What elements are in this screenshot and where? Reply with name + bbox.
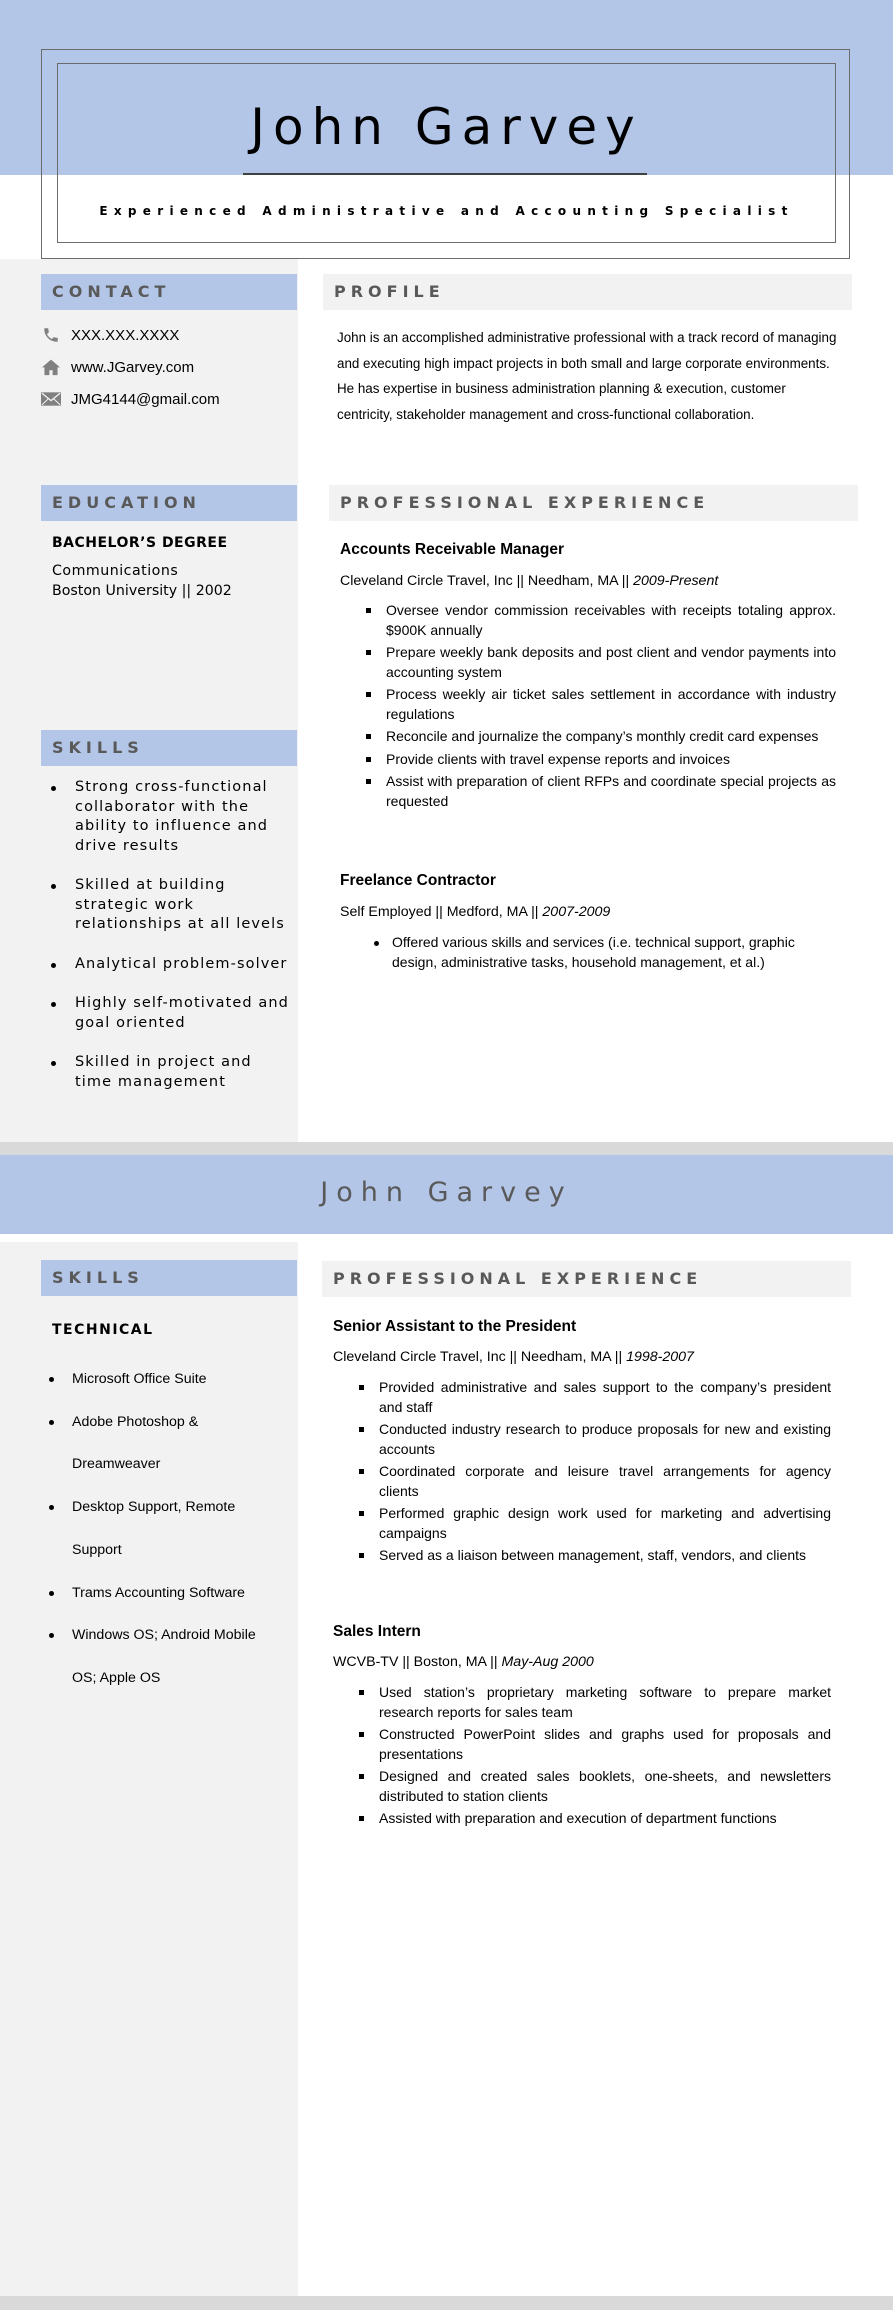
- resume-page-2: [0, 1155, 893, 2296]
- job-dates: 2009-Present: [633, 573, 719, 589]
- skills-list: [45, 778, 290, 1112]
- job-dates: 2007-2009: [542, 904, 611, 920]
- job-meta: [340, 904, 610, 920]
- technical-skill-item: Trams Accounting Software: [45, 1572, 295, 1615]
- contact-email-text[interactable]: JMG4144@gmail.com: [71, 390, 220, 408]
- technical-skills-list: [45, 1358, 295, 1700]
- name-underline: [243, 173, 647, 175]
- phone-icon: [41, 326, 61, 344]
- job-bullet: Coordinated corporate and leisure travel arrangements for agency clients: [351, 1462, 831, 1501]
- skill-item: Highly self-motivated and goal oriented: [45, 994, 290, 1033]
- job-title: Accounts Receivable Manager: [340, 541, 564, 558]
- skills-technical-label: TECHNICAL: [52, 1322, 154, 1338]
- job-bullet: Assist with preparation of client RFPs and coordinate special projects as requested: [358, 772, 836, 811]
- education-degree: BACHELOR’S DEGREE: [52, 535, 228, 551]
- profile-text: John is an accomplished administrative professional with a track record of managing and executing high impact projects in both small and large corporate environments. He has expertise in business administration planning & execution, customer centricity, stakeholder management and cross-functional collaboration.: [337, 330, 837, 422]
- profile-heading: [323, 274, 852, 310]
- job-bullet: Constructed PowerPoint slides and graphs used for proposals and presentations: [351, 1725, 831, 1764]
- job-meta: [333, 1349, 694, 1365]
- job-title: Senior Assistant to the President: [333, 1318, 577, 1335]
- skills-heading: [41, 730, 297, 766]
- education-heading-text: EDUCATION: [52, 493, 201, 512]
- job-bullet: Used station’s proprietary marketing software to prepare market research reports for sales team: [351, 1683, 831, 1722]
- job-company-location: Cleveland Circle Travel, Inc || Needham, MA ||: [340, 573, 634, 589]
- education-heading: [41, 485, 297, 521]
- resume-page-1: [0, 0, 893, 1142]
- job-bullets: [351, 1683, 831, 1832]
- job-bullet: Performed graphic design work used for marketing and advertising campaigns: [351, 1504, 831, 1543]
- skills-heading-text: SKILLS: [52, 738, 144, 757]
- contact-email: [41, 388, 220, 410]
- experience-heading-text: PROFESSIONAL EXPERIENCE: [340, 493, 710, 512]
- technical-skill-item: Microsoft Office Suite: [45, 1358, 295, 1401]
- job-bullet: Conducted industry research to produce proposals for new and existing accounts: [351, 1420, 831, 1459]
- job-bullet: Served as a liaison between management, staff, vendors, and clients: [351, 1546, 831, 1566]
- contact-phone: [41, 324, 179, 346]
- technical-skill-item: Adobe Photoshop & Dreamweaver: [45, 1401, 220, 1486]
- job-title: Sales Intern: [333, 1623, 421, 1640]
- job-bullet: Offered various skills and services (i.e. technical support, graphic design, administrative tasks, household management, et al.): [364, 933, 814, 972]
- job-bullets: [364, 933, 814, 975]
- job-company-location: WCVB-TV || Boston, MA ||: [333, 1654, 502, 1670]
- profile-heading-text: PROFILE: [334, 282, 445, 301]
- education-field: Communications: [52, 563, 179, 579]
- job-bullets: [358, 601, 836, 814]
- experience-heading-text: PROFESSIONAL EXPERIENCE: [333, 1269, 703, 1288]
- resume-subtitle: Experienced Administrative and Accounting Specialist: [99, 204, 794, 218]
- contact-website: [41, 356, 194, 378]
- experience-heading: [329, 485, 858, 521]
- contact-phone-text: XXX.XXX.XXXX: [71, 326, 180, 344]
- skill-item: Skilled at building strategic work relationships at all levels: [45, 876, 290, 935]
- job-bullets: [351, 1378, 831, 1569]
- skill-item: Strong cross-functional collaborator with the ability to influence and drive results: [45, 778, 290, 856]
- skill-item: Analytical problem-solver: [45, 955, 290, 975]
- job-bullet: Process weekly air ticket sales settlement in accordance with industry regulations: [358, 685, 836, 724]
- contact-heading-text: CONTACT: [52, 282, 171, 301]
- job-title: Freelance Contractor: [340, 872, 496, 889]
- contact-heading: [41, 274, 297, 310]
- job-bullet: Oversee vendor commission receivables with receipts totaling approx. $900K annually: [358, 601, 836, 640]
- job-bullet: Provided administrative and sales support to the company’s president and staff: [351, 1378, 831, 1417]
- experience-heading: [322, 1261, 851, 1297]
- job-meta: [333, 1654, 594, 1670]
- job-bullet: Provide clients with travel expense reports and invoices: [358, 750, 836, 770]
- resume-name-small: John Garvey: [320, 1177, 573, 1208]
- technical-skill-item: Windows OS; Android Mobile OS; Apple OS: [45, 1614, 270, 1699]
- job-dates: May-Aug 2000: [501, 1654, 594, 1670]
- envelope-icon: [41, 390, 61, 408]
- job-bullet: Designed and created sales booklets, one-sheets, and newsletters distributed to station clients: [351, 1767, 831, 1806]
- skills-heading-text: SKILLS: [52, 1268, 144, 1287]
- job-bullet: Reconcile and journalize the company’s monthly credit card expenses: [358, 727, 836, 747]
- resume-name: John Garvey: [250, 98, 643, 156]
- skills-heading: [41, 1260, 297, 1296]
- contact-website-text[interactable]: www.JGarvey.com: [71, 358, 195, 376]
- education-school: Boston University || 2002: [52, 583, 232, 599]
- technical-skill-item: Desktop Support, Remote Support: [45, 1486, 250, 1571]
- job-bullet: Assisted with preparation and execution of department functions: [351, 1809, 831, 1829]
- skill-item: Skilled in project and time management: [45, 1053, 290, 1092]
- job-meta: [340, 573, 718, 589]
- job-dates: 1998-2007: [626, 1349, 694, 1365]
- job-bullet: Prepare weekly bank deposits and post client and vendor payments into accounting system: [358, 643, 836, 682]
- job-company-location: Cleveland Circle Travel, Inc || Needham, MA ||: [333, 1349, 627, 1365]
- home-icon: [41, 358, 61, 376]
- job-company-location: Self Employed || Medford, MA ||: [340, 904, 543, 920]
